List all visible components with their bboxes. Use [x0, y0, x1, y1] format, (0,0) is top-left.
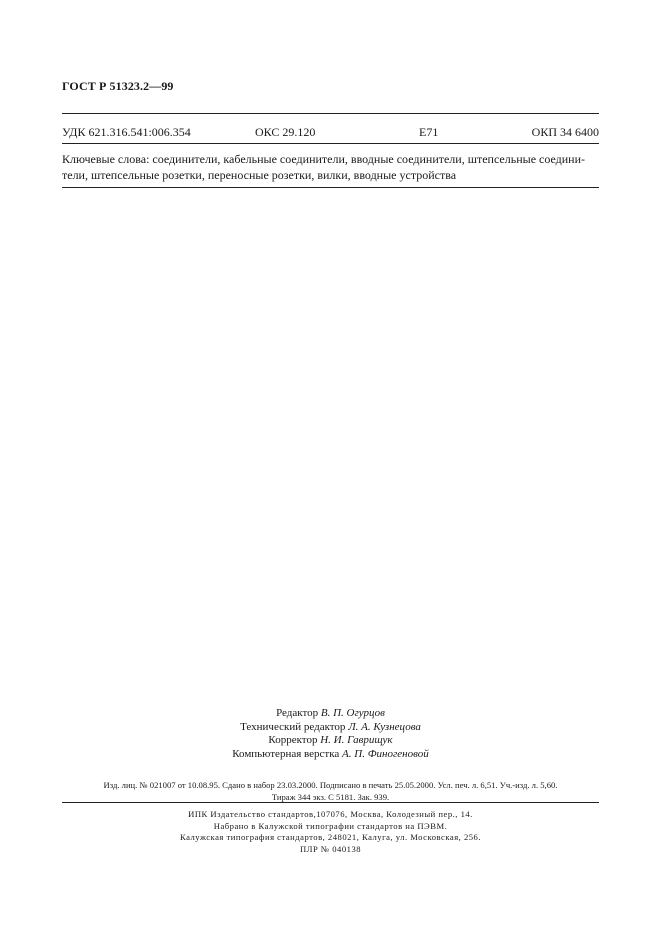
- layout-label: Компьютерная верстка: [232, 747, 340, 760]
- editor-label: Редактор: [276, 707, 319, 719]
- corrector-label: Корректор: [268, 734, 318, 746]
- editor-credit: [0, 707, 661, 721]
- staff-credits: [0, 707, 661, 761]
- bottom-divider: [62, 802, 599, 803]
- layout-name: А. П. Финогеновой: [342, 747, 429, 760]
- keywords-line-1: Ключевые слова: соединители, кабельные соединители, вводные соединители, штепсельные соедини-: [62, 152, 586, 166]
- keywords-divider: [62, 187, 599, 188]
- imprint-line-1: Изд. лиц. № 021007 от 10.08.95. Сдано в набор 23.03.2000. Подписано в печать 25.05.2000. Усл. печ. л. 6,51. Уч.-изд. л. 5,60.: [103, 780, 558, 790]
- standard-code: ГОСТ Р 51323.2—99: [62, 79, 174, 93]
- tech-editor-name: Л. А. Кузнецова: [348, 720, 421, 733]
- keywords-line-2: тели, штепсельные розетки, переносные розетки, вилки, вводные устройства: [62, 168, 457, 182]
- middle-divider: [62, 143, 599, 144]
- corrector-name: Н. И. Гаврищук: [320, 734, 393, 746]
- tech-editor-credit: [0, 721, 661, 735]
- udk-code: УДК 621.316.541:006.354: [62, 125, 191, 139]
- layout-credit: [0, 748, 661, 762]
- group-code: Е71: [419, 125, 439, 139]
- okp-code: ОКП 34 6400: [531, 125, 599, 139]
- tech-editor-label: Технический редактор: [240, 720, 346, 733]
- corrector-credit: [0, 734, 661, 748]
- keywords-block: [62, 151, 599, 183]
- editor-name: В. П. Огурцов: [320, 707, 385, 719]
- printing-line-2: Набрано в Калужской типографии стандартов на ПЭВМ.: [213, 820, 448, 831]
- printing-line-4: ПЛР № 040138: [299, 843, 362, 854]
- printing-info: [62, 809, 599, 855]
- top-divider: [62, 113, 599, 114]
- imprint-line-2: Тираж 344 экз. С 5181. Зак. 939.: [271, 792, 390, 802]
- printing-line-1: ИПК Издательство стандартов,107076, Москва, Колодезный пер., 14.: [188, 809, 473, 819]
- oks-code: ОКС 29.120: [255, 125, 316, 139]
- printing-line-3: Калужская типография стандартов, 248021, Калуга, ул. Московская, 256.: [179, 832, 481, 842]
